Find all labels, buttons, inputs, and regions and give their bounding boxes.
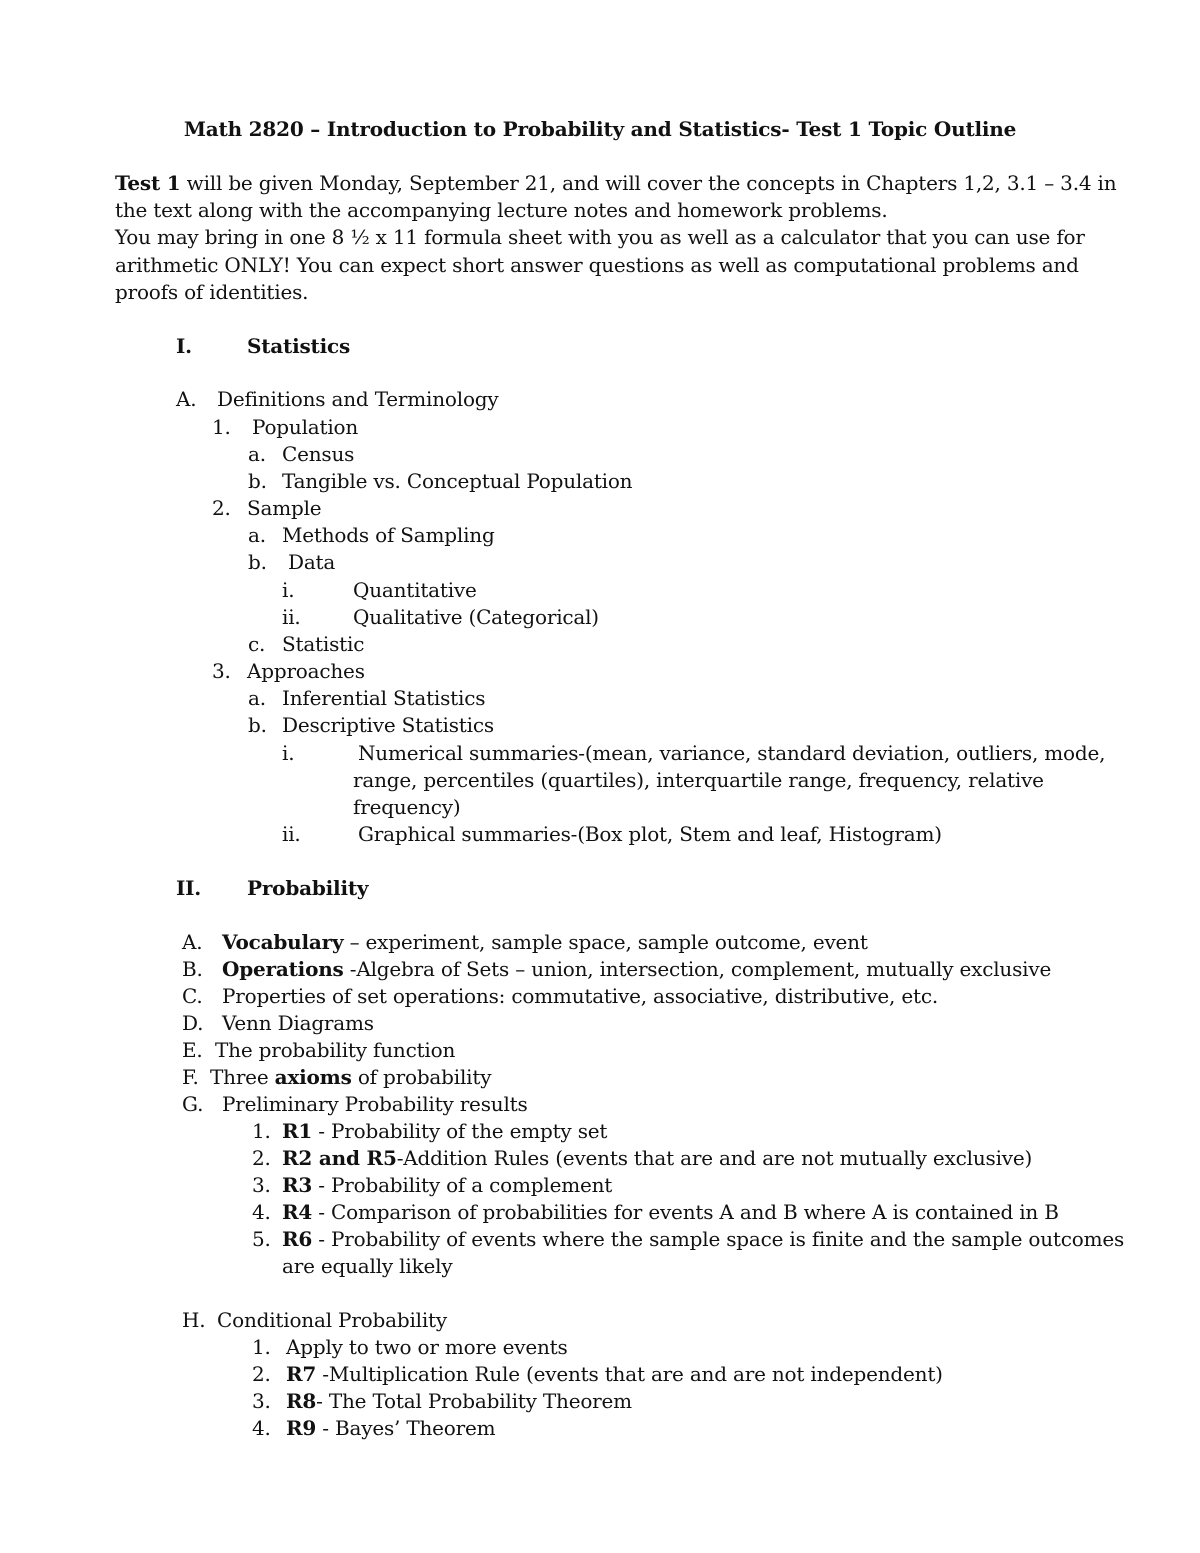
outline-item: 3. Approaches (212, 659, 365, 683)
outline-item: 1. Population (212, 415, 359, 439)
intro-line-3: You may bring in one 8 ½ x 11 formula sheet with you as well as a calculator that you can use for (115, 225, 1085, 249)
outline-item: G. Preliminary Probability results (182, 1092, 528, 1116)
outline-item: A. Definitions and Terminology (176, 387, 499, 411)
outline-item-continued: are equally likely (282, 1254, 453, 1278)
outline-item: 3. R8- The Total Probability Theorem (252, 1389, 632, 1413)
outline-item: ii. Graphical summaries-(Box plot, Stem and leaf, Histogram) (282, 822, 942, 846)
outline-item: H. Conditional Probability (182, 1308, 447, 1332)
outline-item: 4. R4 - Comparison of probabilities for events A and B where A is contained in B (252, 1200, 1059, 1224)
outline-item: 1. Apply to two or more events (252, 1335, 568, 1359)
outline-item: ii. Qualitative (Categorical) (282, 605, 599, 629)
outline-item-continued: frequency) (353, 795, 461, 819)
section-1-heading: Statistics (247, 334, 351, 358)
intro-line-5: proofs of identities. (115, 280, 309, 304)
outline-item: C. Properties of set operations: commutative, associative, distributive, etc. (182, 984, 938, 1008)
test-label: Test 1 (115, 171, 181, 195)
outline-item: B. Operations -Algebra of Sets – union, intersection, complement, mutually exclusive (182, 957, 1052, 981)
page-title: Math 2820 – Introduction to Probability and Statistics- Test 1 Topic Outline (183, 117, 1017, 141)
outline-item: a. Methods of Sampling (248, 523, 495, 547)
outline-item: A. Vocabulary – experiment, sample space, sample outcome, event (182, 930, 868, 954)
outline-item: c. Statistic (248, 632, 365, 656)
outline-item: 1. R1 - Probability of the empty set (252, 1119, 608, 1143)
outline-item-continued: range, percentiles (quartiles), interquartile range, frequency, relative (353, 768, 1044, 792)
intro-line-1: Test 1 will be given Monday, September 21, and will cover the concepts in Chapters 1,2, 3.1 – 3.4 in (115, 171, 1117, 195)
outline-item: 2. Sample (212, 496, 322, 520)
outline-item: i. Numerical summaries-(mean, variance, standard deviation, outliers, mode, (282, 741, 1106, 765)
outline-item: 4. R9 - Bayes’ Theorem (252, 1416, 496, 1440)
outline-item: 2. R7 -Multiplication Rule (events that are and are not independent) (252, 1362, 943, 1386)
section-2-numeral: II. (176, 876, 202, 900)
outline-item: a. Census (248, 442, 355, 466)
outline-item: 3. R3 - Probability of a complement (252, 1173, 613, 1197)
outline-item: F. Three axioms of probability (182, 1065, 492, 1089)
outline-item: b. Tangible vs. Conceptual Population (248, 469, 633, 493)
outline-item: a. Inferential Statistics (248, 686, 486, 710)
outline-item: i. Quantitative (282, 578, 477, 602)
outline-item: 5. R6 - Probability of events where the sample space is finite and the sample outcomes (252, 1227, 1125, 1251)
outline-item: b. Data (248, 550, 336, 574)
section-2-heading: Probability (247, 876, 369, 900)
outline-item: D. Venn Diagrams (182, 1011, 374, 1035)
outline-item: b. Descriptive Statistics (248, 713, 494, 737)
outline-item: E. The probability function (182, 1038, 456, 1062)
section-1-numeral: I. (176, 334, 192, 358)
intro-line-2: the text along with the accompanying lecture notes and homework problems. (115, 198, 888, 222)
outline-item: 2. R2 and R5-Addition Rules (events that are and are not mutually exclusive) (252, 1146, 1033, 1170)
intro-line-4: arithmetic ONLY! You can expect short answer questions as well as computational problems and (115, 253, 1079, 277)
